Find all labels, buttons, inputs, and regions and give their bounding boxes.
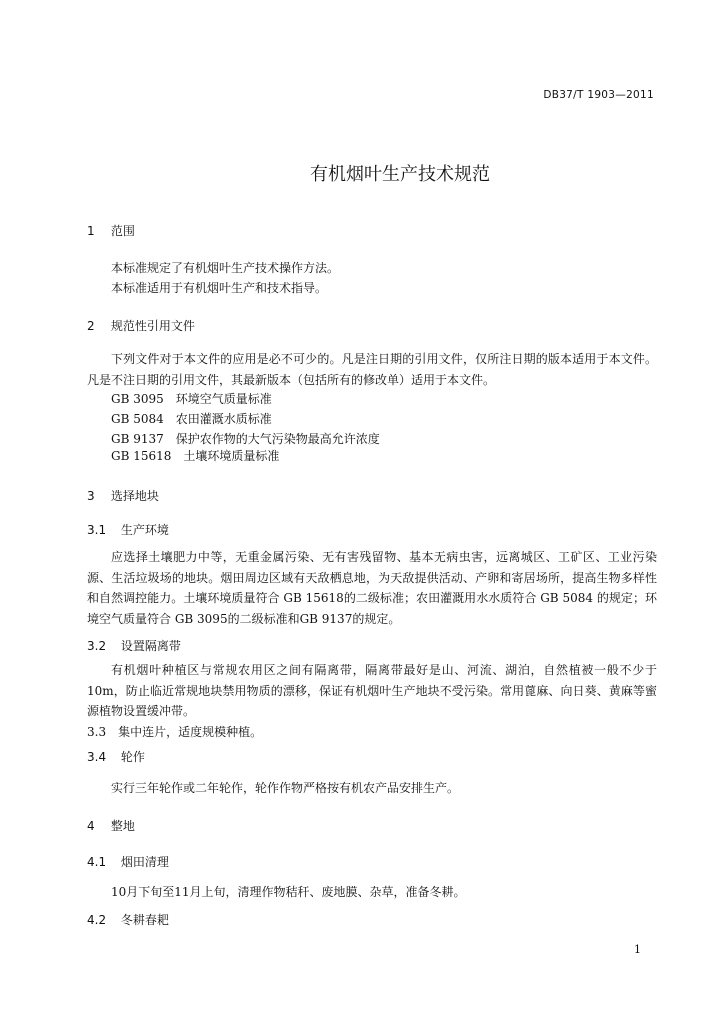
section-number: 3.4 <box>87 750 107 764</box>
page-number: 1 <box>634 943 641 956</box>
scope-line-1: 本标准规定了有机烟叶生产技术操作方法。 <box>111 261 340 275</box>
section-4-heading <box>87 817 135 834</box>
normative-paragraph: 下列文件对于本文件的应用是必不可少的。凡是注日期的引用文件，仅所注日期的版本适用于本文件。凡是不注日期的引用文件，其最新版本（包括所有的修改单）适用于本文件。 <box>87 352 657 387</box>
section-number: 1 <box>87 224 95 238</box>
section-2-heading <box>87 317 195 334</box>
section-number: 3.2 <box>87 639 107 653</box>
section-1-heading <box>87 222 135 239</box>
scope-line-2: 本标准适用于有机烟叶生产和技术指导。 <box>111 281 328 295</box>
section-4-2-heading <box>87 911 169 928</box>
section-number: 4.1 <box>87 855 107 869</box>
section-title: 规范性引用文件 <box>110 319 195 333</box>
reference-item: GB 3095 环境空气质量标准 <box>111 392 272 406</box>
section-number: 4.2 <box>87 913 107 927</box>
section-3-4-heading <box>87 748 145 765</box>
section-title: 冬耕春耙 <box>120 913 169 927</box>
document-code: DB37/T 1903—2011 <box>543 89 654 101</box>
field-clearing-line: 10月下旬至11月上旬，清理作物秸秆、废地膜、杂草，准备冬耕。 <box>111 885 466 899</box>
section-3-2-heading <box>87 637 181 654</box>
section-title: 范围 <box>110 224 135 238</box>
section-number: 2 <box>87 319 95 333</box>
rotation-line: 实行三年轮作或二年轮作，轮作作物严格按有机农产品安排生产。 <box>111 781 460 795</box>
section-title: 设置隔离带 <box>120 639 181 653</box>
section-3-heading <box>87 487 159 504</box>
section-number: 3 <box>87 489 95 503</box>
section-4-1-heading <box>87 853 169 870</box>
reference-item: GB 5084 农田灌溉水质标准 <box>111 412 272 426</box>
section-3-3-line: 3.3 集中连片，适度规模种植。 <box>87 725 263 739</box>
buffer-paragraph: 有机烟叶种植区与常规农用区之间有隔离带，隔离带最好是山、河流、湖泊，自然植被一般不少于10m，防止临近常规地块禁用物质的漂移，保证有机烟叶生产地块不受污染。常用蓖麻、向日葵、黄麻等蜜源植物设置缓冲带。 <box>87 663 657 718</box>
section-number: 3.1 <box>87 523 107 537</box>
environment-paragraph: 应选择土壤肥力中等，无重金属污染、无有害残留物、基本无病虫害，远离城区、工矿区、工业污染源、生活垃圾场的地块。烟田周边区域有天敌栖息地，为天敌提供活动、产卵和寄居场所，提高生物多样性和自然调控能力。土壤环境质量符合 GB 15618的二级标准；农田灌溉用水水质符合 GB 5084 的规定；环境空气质量符合 GB 3095的二级标准和GB 9137的规定。 <box>87 550 657 626</box>
section-title: 整地 <box>110 819 135 833</box>
reference-item: GB 9137 保护农作物的大气污染物最高允许浓度 <box>111 432 380 446</box>
section-title: 选择地块 <box>110 489 159 503</box>
reference-item: GB 15618 土壤环境质量标准 <box>111 449 280 463</box>
page-title: 有机烟叶生产技术规范 <box>310 164 490 185</box>
section-title: 轮作 <box>120 750 145 764</box>
section-title: 烟田清理 <box>120 855 169 869</box>
section-title: 生产环境 <box>120 523 169 537</box>
section-number: 4 <box>87 819 95 833</box>
section-3-1-heading <box>87 521 169 538</box>
